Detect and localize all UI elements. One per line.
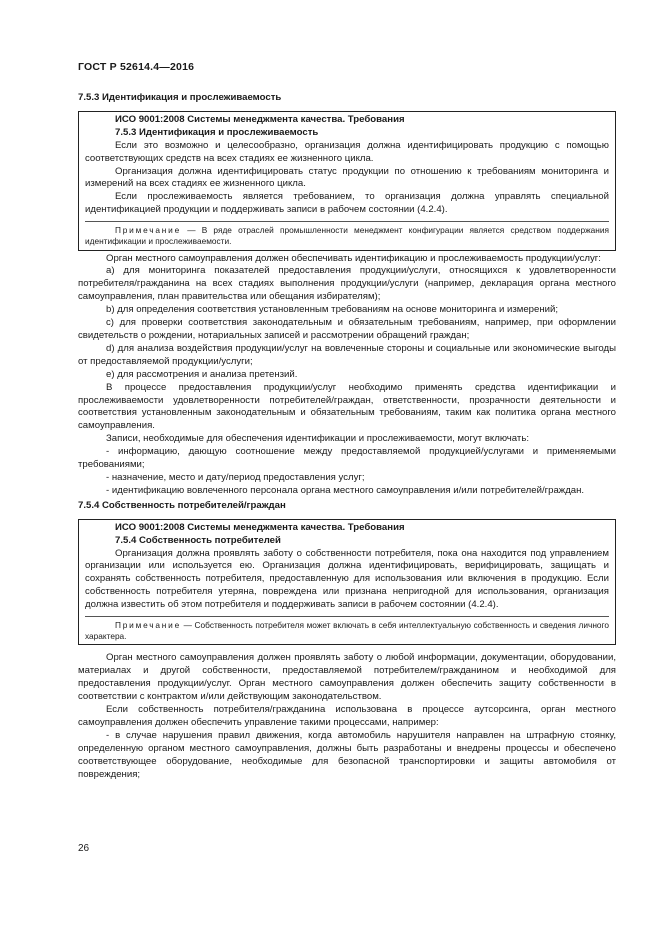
list-item: a) для мониторинга показателей предоставления продукции/услуги, относящихся к удовлетворенности потребителя/гражданина на всех стадиях выполнения продукции/услуги (например, декларация органа местного самоуправления, план правительства или обещания избирателям);	[78, 265, 616, 303]
list-item: - в случае нарушения правил движения, когда автомобиль нарушителя направлен на штрафную стоянку, определенную органом местного самоуправления, должны быть разработаны и внедрены процессы и обеспечено соответствующее оборудование, необходимые для безопасной транспортировки и защиты автомобиля от повреждения;	[78, 729, 616, 780]
quote-note	[85, 221, 609, 247]
note-text: — Собственность потребителя может включать в себя интеллектуальную собственность и сведения личного характера.	[85, 620, 609, 642]
list-item: c) для проверки соответствия законодательным и обязательным требованиям, например, при оформлении свидетельств о рождении, нотариальных записей и рассмотрении обращений граждан;	[78, 317, 616, 341]
quote-subtitle: 7.5.4 Собственность потребителей	[115, 534, 281, 546]
quote-paragraph: Организация должна проявлять заботу о собственности потребителя, пока она находится под управлением организации или используется ею. Организация должна идентифицировать, верифицировать, защищать и сохранять собственность потребителя, предоставленную для использования или включения в продукцию. Если собственность потребителя утеряна, повреждена или признана непригодной для использования, организация должна известить об этом потребителя и поддерживать записи в рабочем состоянии (4.2.4).	[85, 547, 609, 611]
page-content	[78, 92, 616, 782]
quote-title: ИСО 9001:2008 Системы менеджмента качества. Требования	[115, 113, 405, 125]
section-heading-7-5-4: 7.5.4 Собственность потребителей/граждан	[78, 499, 286, 511]
note-text: — В ряде отраслей промышленности менеджмент конфигурации является средством поддержания идентификации и прослеживаемости.	[85, 225, 609, 247]
list-item: - идентификацию вовлеченного персонала органа местного самоуправления и/или потребителей/граждан.	[106, 484, 585, 496]
quote-paragraph: Если это возможно и целесообразно, организация должна идентифицировать продукцию с помощью соответствующих средств на всех стадиях ее жизненного цикла.	[85, 139, 609, 164]
list-item: - назначение, место и дату/период предоставления услуг;	[106, 471, 365, 483]
iso-quote-box-7-5-4	[78, 519, 616, 646]
list-item: - информацию, дающую соотношение между предоставляемой продукцией/услугами и применяемыми требованиями;	[78, 446, 616, 471]
document-header: ГОСТ Р 52614.4—2016	[78, 61, 195, 73]
list-item: e) для рассмотрения и анализа претензий.	[106, 368, 298, 380]
body-paragraph: Если собственность потребителя/гражданина использована в процессе аутсорсинга, орган местного самоуправления должен обеспечить управление такими процессами, например:	[78, 704, 616, 728]
body-paragraph: Орган местного самоуправления должен обеспечивать идентификацию и прослеживаемость продукции/услуг:	[106, 252, 601, 264]
list-item: d) для анализа воздействия продукции/услуг на вовлеченные стороны и социальные или экономические выгоды от предоставляемой продукции/услуги;	[78, 342, 616, 367]
quote-note	[85, 616, 609, 642]
iso-quote-box-7-5-3	[78, 111, 616, 251]
quote-subtitle: 7.5.3 Идентификация и прослеживаемость	[115, 126, 319, 138]
page-number: 26	[78, 843, 90, 854]
body-paragraph: Записи, необходимые для обеспечения идентификации и прослеживаемости, могут включать:	[106, 433, 529, 445]
list-item: b) для определения соответствия установленным требованиям на основе мониторинга и измерений;	[106, 304, 559, 316]
quote-title: ИСО 9001:2008 Системы менеджмента качества. Требования	[115, 521, 405, 533]
note-label: Примечание	[115, 620, 182, 631]
body-paragraph: Орган местного самоуправления должен проявлять заботу о любой информации, документации, оборудовании, материалах и другой собственности, предоставляемой потребителем/гражданином и необходимой для предоставления продукции/услуг. Орган местного самоуправления должен обеспечить защиту собственности в соответствии с контрактом и/или действующим законодательством.	[78, 652, 616, 703]
quote-paragraph: Если прослеживаемость является требованием, то организация должна управлять специальной идентификацией продукции и поддерживать записи в рабочем состоянии (4.2.4).	[85, 191, 609, 216]
quote-paragraph: Организация должна идентифицировать статус продукции по отношению к требованиям мониторинга и измерений на всех стадиях ее жизненного цикла.	[85, 165, 609, 190]
note-label: Примечание	[115, 225, 182, 236]
section-heading-7-5-3: 7.5.3 Идентификация и прослеживаемость	[78, 92, 282, 103]
body-paragraph: В процессе предоставления продукции/услуг необходимо применять средства идентификации и прослеживаемости удовлетворенности потребителей/граждан, ответственности, прозрачности деятельности и соответствия установленным законодательным и обязательным требованиям, таким как политика органа местного самоуправления.	[78, 381, 616, 432]
